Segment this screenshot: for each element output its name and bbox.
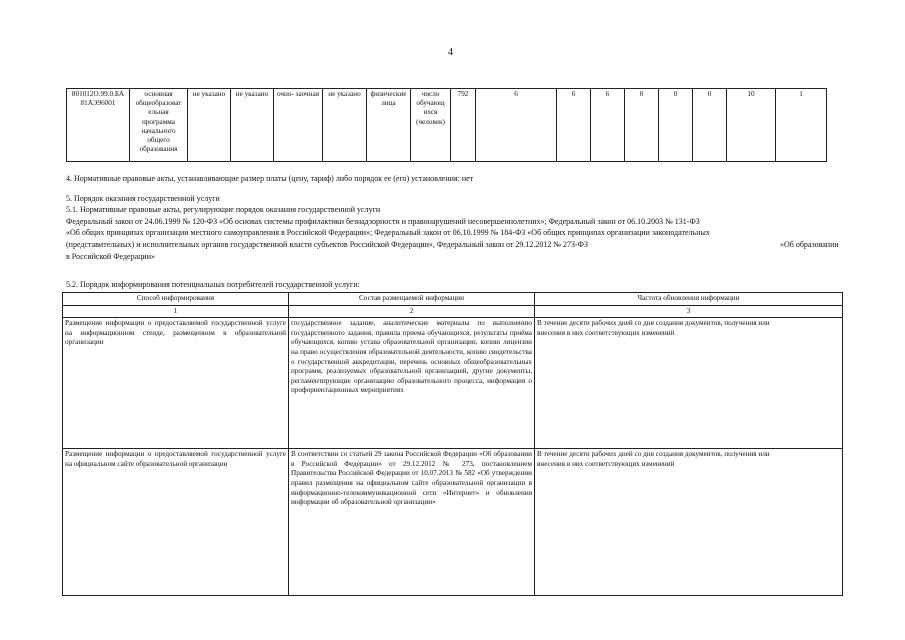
table-cell: число обучающ ихся (человек) (411, 89, 451, 162)
table-cell: 6 (557, 89, 591, 162)
table-row (67, 89, 827, 162)
table-cell: 6 (476, 89, 557, 162)
column-number: 2 (289, 305, 535, 318)
column-header: Частота обновления информации (535, 293, 843, 306)
informing-table (62, 292, 843, 596)
table-cell: 6 (591, 89, 625, 162)
table-cell: 1 (776, 89, 827, 162)
table-cell: 0 (693, 89, 727, 162)
table-cell: основная общеобразоват ельная программа начального общего образования (130, 89, 188, 162)
table-cell: 0 (625, 89, 659, 162)
table-row (63, 318, 843, 449)
update-frequency: В течение десяти рабочих дней со дня создания документов, получения или внесения в них соответствующих изменений (535, 318, 843, 449)
table-cell: физические лица (367, 89, 411, 162)
section-4-text: 4. Нормативные правовые акты, устанавливающие размер платы (цену, тариф) либо порядок ее (его) установления: нет (66, 174, 474, 183)
table-cell: 10 (727, 89, 776, 162)
table-cell: не указано (188, 89, 231, 162)
section-5-1-line: «Об образовании (780, 240, 839, 249)
volume-indicators-table (66, 88, 827, 162)
section-5-1-line: в Российской Федерации» (66, 252, 155, 261)
section-5-1-line: «Об общих принципах организации местного самоуправления в Российской Федерации»; Федеральный закон от 06.10.1999 № 184-ФЗ «Об общих принципах организации законодательных (66, 228, 710, 237)
section-5-1-line: (представительных) и исполнительных органов государственной власти субъектов Российской Федерации», Федеральный закон от 29.12.2012 № 273-ФЗ (66, 240, 588, 249)
column-number: 1 (63, 305, 289, 318)
table-row (63, 449, 843, 596)
section-5-1-line: Федеральный закон от 24.06.1999 № 120-ФЗ «Об основах системы профилактики безнадзорности и правонарушений несовершеннолетних»; Федеральный закон от 06.10.2003 № 131-ФЗ (66, 217, 700, 226)
table-cell: 0 (659, 89, 693, 162)
column-header: Способ информирования (63, 293, 289, 306)
page-number: 4 (448, 47, 453, 58)
column-number-row (63, 305, 843, 318)
table-cell: 792 (451, 89, 476, 162)
table-header-row (63, 293, 843, 306)
section-5-title: 5. Порядок оказания государственной услуги (66, 194, 220, 203)
informing-method: Размещение информации о предоставляемой государственной услуге на информационном стенде, размещенном в образовательной организации (63, 318, 289, 449)
informing-content: В соответствии со статьей 29 закона Российской Федерации «Об образовании в Российской Федерации» от 29.12.2012 № 273, постановлением Правительства Российской Федерации от 10.07.2013 № 582 «Об утверждении правил размещения на официальном сайте образовательной организации в информационно-телекоммуникационной сети «Интернет» и обновления информации об образовательной организации» (289, 449, 535, 596)
table-cell: 801012О.99.0.БА 81АЭ96001 (67, 89, 130, 162)
column-header: Состав размещаемой информации (289, 293, 535, 306)
update-frequency: В течение десяти рабочих дней со дня создания документов, получения или внесения в них соответствующих изменений (535, 449, 843, 596)
section-5-1-title: 5.1. Нормативные правовые акты, регулирующие порядок оказания государственной услуги (66, 205, 381, 214)
section-5-2-title: 5.2. Порядок информирования потенциальных потребителей государственной услуги: (66, 280, 360, 289)
table-cell: не указано (231, 89, 274, 162)
table-cell: не указано (323, 89, 367, 162)
informing-method: Размещение информации о предоставляемой государственной услуге на официальном сайте образовательной организации (63, 449, 289, 596)
column-number: 3 (535, 305, 843, 318)
informing-content: государственное задание, аналитические материалы по выполнению государственного задания, правила приема обучающихся, результаты приёма обучающихся, копию устава образовательной организации, копию лицензии на право осуществления образовательной деятельности, копию свидетельства о государственной аккредитации, перечень основных общеобразовательных программ, реализуемых образовательной организацией, другие документы, регламентирующие организацию образовательного процесса, информация о профориентационных мероприятиях (289, 318, 535, 449)
table-cell: очно- заочная (274, 89, 323, 162)
